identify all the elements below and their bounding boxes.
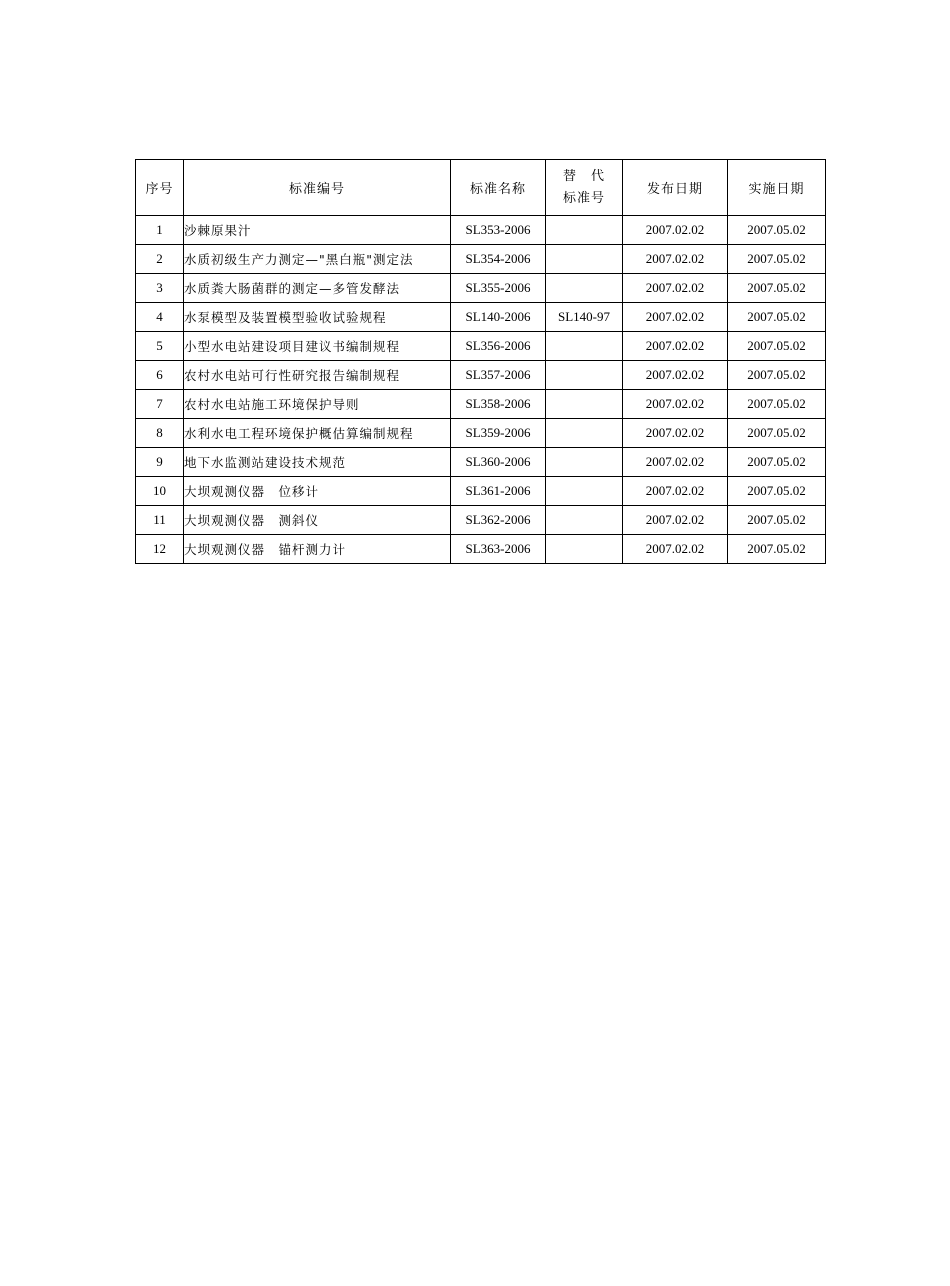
header-code-col: 标准编号 <box>184 160 451 216</box>
table-row <box>136 448 826 477</box>
header-replace <box>546 160 623 216</box>
cell-release-date: 2007.02.02 <box>623 419 728 448</box>
cell-implement-date: 2007.05.02 <box>728 448 826 477</box>
cell-implement-date: 2007.05.02 <box>728 477 826 506</box>
cell-implement-date: 2007.05.02 <box>728 332 826 361</box>
cell-release-date: 2007.02.02 <box>623 361 728 390</box>
cell-release-date: 2007.02.02 <box>623 332 728 361</box>
cell-replaced-code <box>546 216 623 245</box>
cell-release-date: 2007.02.02 <box>623 303 728 332</box>
table-row <box>136 303 826 332</box>
cell-release-date: 2007.02.02 <box>623 216 728 245</box>
cell-standard-name: 沙棘原果汁 <box>184 216 451 245</box>
cell-standard-code: SL354-2006 <box>451 245 546 274</box>
cell-release-date: 2007.02.02 <box>623 390 728 419</box>
cell-standard-name: 水泵模型及装置模型验收试验规程 <box>184 303 451 332</box>
cell-seq: 2 <box>136 245 184 274</box>
cell-standard-name: 水利水电工程环境保护概估算编制规程 <box>184 419 451 448</box>
cell-implement-date: 2007.05.02 <box>728 361 826 390</box>
cell-replaced-code <box>546 390 623 419</box>
cell-seq: 4 <box>136 303 184 332</box>
table-row <box>136 274 826 303</box>
cell-standard-name: 农村水电站可行性研究报告编制规程 <box>184 361 451 390</box>
cell-standard-code: SL361-2006 <box>451 477 546 506</box>
cell-release-date: 2007.02.02 <box>623 477 728 506</box>
cell-implement-date: 2007.05.02 <box>728 419 826 448</box>
cell-standard-code: SL359-2006 <box>451 419 546 448</box>
header-name-col: 标准名称 <box>451 160 546 216</box>
header-replace-line2: 标准号 <box>562 190 605 206</box>
cell-seq: 5 <box>136 332 184 361</box>
header-seq: 序号 <box>136 160 184 216</box>
cell-standard-code: SL140-2006 <box>451 303 546 332</box>
cell-replaced-code <box>546 274 623 303</box>
cell-implement-date: 2007.05.02 <box>728 535 826 564</box>
cell-standard-name: 水质初级生产力测定—"黑白瓶"测定法 <box>184 245 451 274</box>
cell-standard-name: 大坝观测仪器 测斜仪 <box>184 506 451 535</box>
header-replace-line1: 替 代 <box>562 168 605 184</box>
cell-standard-name: 农村水电站施工环境保护导则 <box>184 390 451 419</box>
table-body <box>136 216 826 564</box>
cell-replaced-code: SL140-97 <box>546 303 623 332</box>
cell-implement-date: 2007.05.02 <box>728 274 826 303</box>
cell-replaced-code <box>546 419 623 448</box>
cell-replaced-code <box>546 332 623 361</box>
cell-standard-name: 小型水电站建设项目建议书编制规程 <box>184 332 451 361</box>
cell-seq: 6 <box>136 361 184 390</box>
table-row <box>136 245 826 274</box>
cell-standard-code: SL356-2006 <box>451 332 546 361</box>
cell-standard-code: SL353-2006 <box>451 216 546 245</box>
cell-seq: 7 <box>136 390 184 419</box>
header-release-date: 发布日期 <box>623 160 728 216</box>
cell-seq: 1 <box>136 216 184 245</box>
cell-standard-name: 大坝观测仪器 锚杆测力计 <box>184 535 451 564</box>
cell-seq: 11 <box>136 506 184 535</box>
standards-table <box>135 159 826 564</box>
cell-replaced-code <box>546 448 623 477</box>
table-row <box>136 216 826 245</box>
cell-implement-date: 2007.05.02 <box>728 390 826 419</box>
cell-release-date: 2007.02.02 <box>623 245 728 274</box>
cell-seq: 12 <box>136 535 184 564</box>
table-header-row <box>136 160 826 216</box>
cell-release-date: 2007.02.02 <box>623 274 728 303</box>
cell-release-date: 2007.02.02 <box>623 448 728 477</box>
table-row <box>136 419 826 448</box>
table-row <box>136 506 826 535</box>
table-row <box>136 332 826 361</box>
cell-implement-date: 2007.05.02 <box>728 506 826 535</box>
table-row <box>136 361 826 390</box>
cell-release-date: 2007.02.02 <box>623 535 728 564</box>
cell-standard-name: 大坝观测仪器 位移计 <box>184 477 451 506</box>
cell-standard-name: 水质粪大肠菌群的测定—多管发酵法 <box>184 274 451 303</box>
table-row <box>136 535 826 564</box>
cell-replaced-code <box>546 535 623 564</box>
cell-standard-code: SL360-2006 <box>451 448 546 477</box>
cell-seq: 8 <box>136 419 184 448</box>
cell-standard-code: SL357-2006 <box>451 361 546 390</box>
cell-standard-code: SL358-2006 <box>451 390 546 419</box>
cell-release-date: 2007.02.02 <box>623 506 728 535</box>
cell-standard-name: 地下水监测站建设技术规范 <box>184 448 451 477</box>
cell-replaced-code <box>546 477 623 506</box>
cell-implement-date: 2007.05.02 <box>728 303 826 332</box>
cell-standard-code: SL362-2006 <box>451 506 546 535</box>
cell-seq: 9 <box>136 448 184 477</box>
cell-replaced-code <box>546 506 623 535</box>
table-row <box>136 477 826 506</box>
table-row <box>136 390 826 419</box>
header-implement-date: 实施日期 <box>728 160 826 216</box>
cell-replaced-code <box>546 245 623 274</box>
cell-standard-code: SL355-2006 <box>451 274 546 303</box>
cell-standard-code: SL363-2006 <box>451 535 546 564</box>
cell-replaced-code <box>546 361 623 390</box>
cell-implement-date: 2007.05.02 <box>728 245 826 274</box>
cell-implement-date: 2007.05.02 <box>728 216 826 245</box>
cell-seq: 3 <box>136 274 184 303</box>
cell-seq: 10 <box>136 477 184 506</box>
